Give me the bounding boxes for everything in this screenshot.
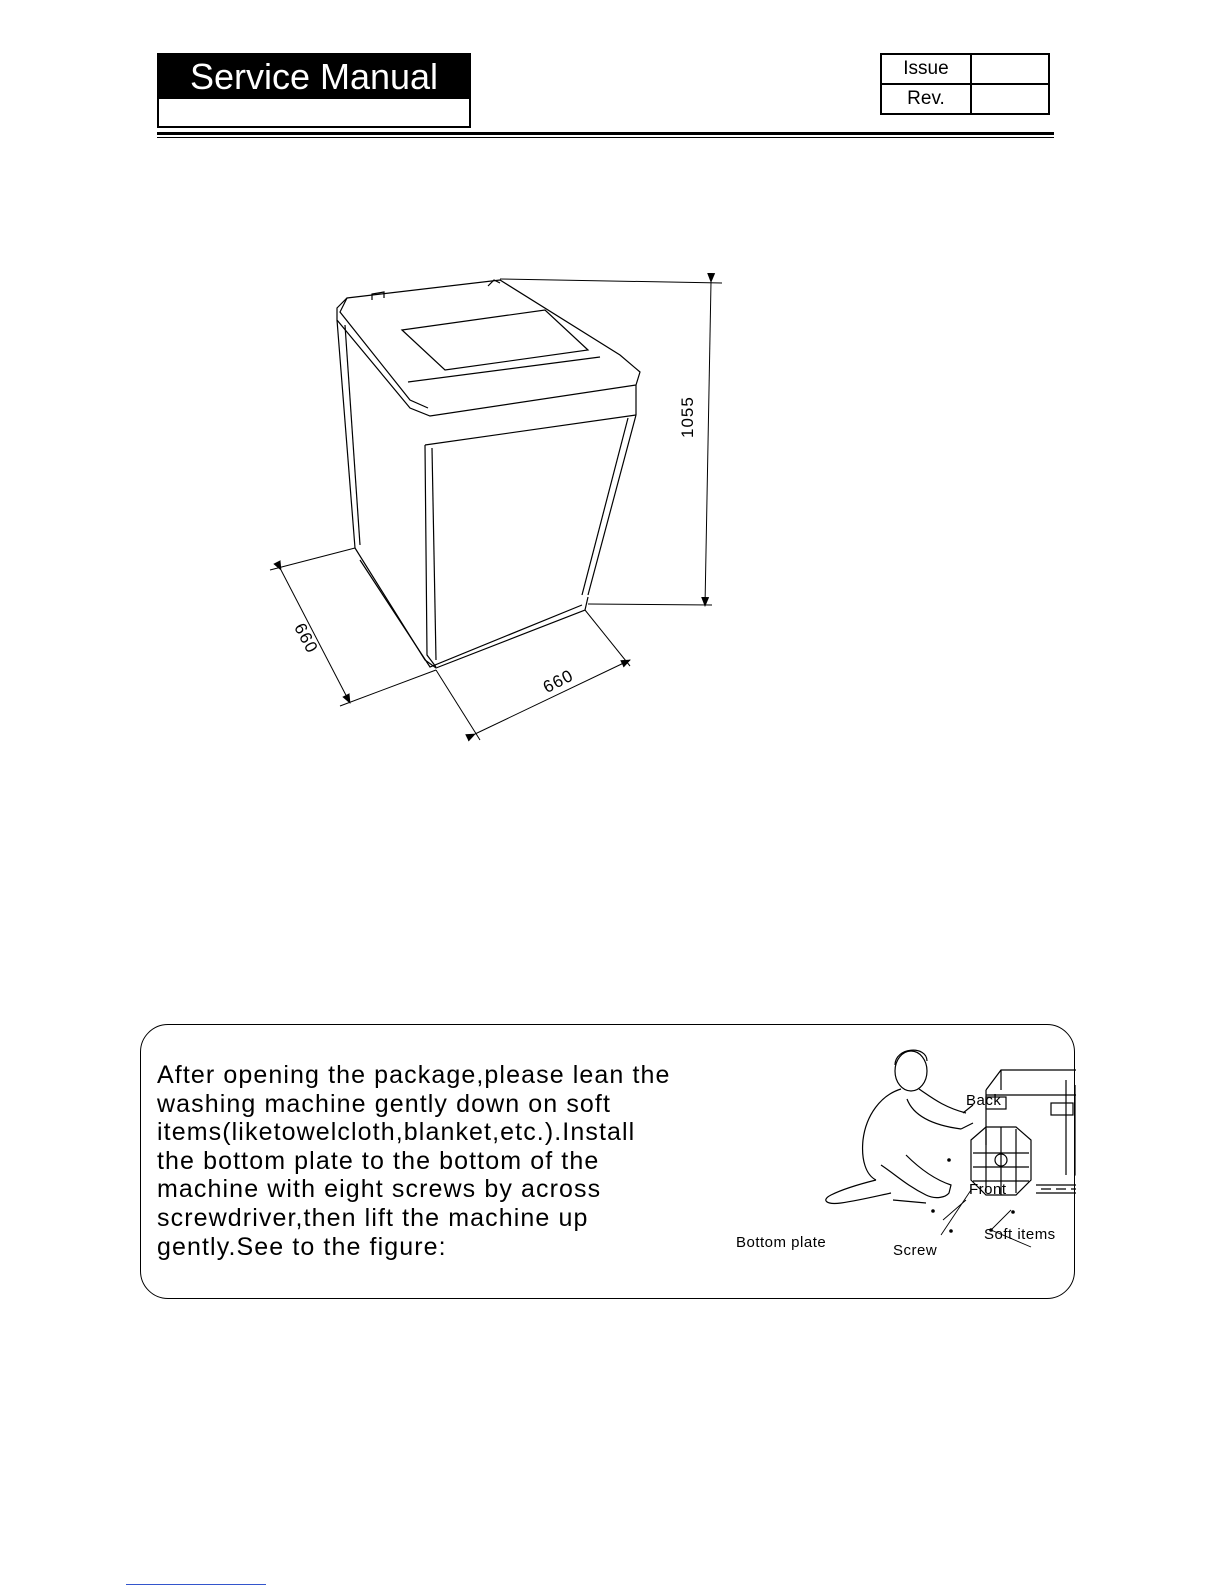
- soft-items-floor: [1036, 1170, 1076, 1193]
- bottom-plate-installation-illustration: [681, 1025, 1076, 1295]
- kneeling-person-figure: [826, 1050, 973, 1203]
- washing-machine-outline: [337, 280, 640, 668]
- soft-items-label: Soft items: [984, 1226, 1056, 1243]
- installation-instruction-text: After opening the package,please lean the washing machine gently down on soft items(liketowelcloth,blanket,etc.).Install the bottom plate to the bottom of the machine with eight screws by across screwdriver,then lift the machine up gently.See to the figure:: [157, 1061, 671, 1261]
- rev-label: Rev.: [881, 84, 971, 114]
- screw-label: Screw: [893, 1242, 938, 1259]
- front-label: Front: [969, 1181, 1007, 1198]
- height-dimension-label: 1055: [678, 396, 697, 438]
- depth-dimension-label: 660: [290, 620, 322, 657]
- width-dimension-label: 660: [540, 665, 577, 697]
- back-label: Back: [966, 1092, 1002, 1109]
- installation-instruction-box: [140, 1024, 1075, 1299]
- width-dimension: [436, 610, 630, 740]
- bottom-plate-label: Bottom plate: [736, 1234, 827, 1251]
- height-dimension: [500, 279, 722, 606]
- manual-title: Service Manual: [159, 55, 469, 99]
- issue-label: Issue: [881, 54, 971, 84]
